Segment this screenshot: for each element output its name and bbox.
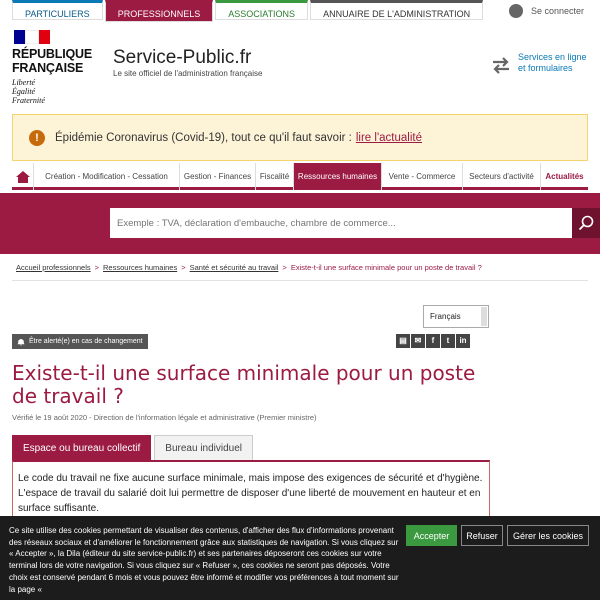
divider bbox=[12, 280, 588, 281]
nav-item-5[interactable]: Secteurs d'activité bbox=[463, 163, 541, 190]
site-subtitle: Le site officiel de l'administration française bbox=[113, 69, 263, 78]
home-icon bbox=[16, 171, 30, 183]
facebook-icon[interactable]: f bbox=[426, 334, 440, 348]
twitter-icon[interactable]: t bbox=[441, 334, 455, 348]
tab-associations[interactable]: ASSOCIATIONS bbox=[215, 0, 308, 20]
warning-icon: ! bbox=[29, 130, 45, 146]
crumb-sante[interactable]: Santé et sécurité au travail bbox=[189, 263, 279, 272]
bell-icon bbox=[17, 338, 25, 346]
alert-me-button[interactable] bbox=[12, 334, 148, 349]
services-line1: Services en ligne bbox=[518, 52, 587, 62]
cookie-text: Ce site utilise des cookies permettant de visualiser des contenus, d'afficher des flux d'informations provenant des réseaux sociaux et d'améliorer le fonctionnement grâce aux statistiques de navigation. Si vous cliquez sur « Accepter », la Dila (éditeur du site service-public.fr) et ses partenaires déposeront ces cookies sur votre terminal lors de votre navigation. Si vous cliquez sur « Refuser », ces cookies ne seront pas déposés. Votre choix est conservé pendant 6 mois et vous pouvez être informé et modifier vos préférences à tout moment sur la page « bbox=[9, 526, 399, 594]
share-toolbar bbox=[395, 334, 470, 348]
verified-date: Vérifié le 19 août 2020 - Direction de l'information légale et administrative (Premier ministre) bbox=[12, 413, 317, 422]
alert-link[interactable]: lire l'actualité bbox=[355, 131, 422, 144]
nav-item-0[interactable]: Création - Modification - Cessation bbox=[34, 163, 180, 190]
nav-item-2[interactable]: Fiscalité bbox=[256, 163, 294, 190]
linkedin-icon[interactable]: in bbox=[456, 334, 470, 348]
print-icon[interactable]: ▤ bbox=[396, 334, 410, 348]
crumb-separator: > bbox=[282, 263, 287, 272]
main-nav bbox=[12, 163, 588, 190]
crumb-current: Existe-t-il une surface minimale pour un poste de travail ? bbox=[290, 263, 482, 272]
search-band bbox=[0, 193, 600, 254]
crumb-accueil[interactable]: Accueil professionnels bbox=[16, 263, 91, 272]
tab-espace-collectif[interactable]: Espace ou bureau collectif bbox=[12, 435, 151, 461]
services-line2: et formulaires bbox=[518, 63, 573, 73]
breadcrumb bbox=[16, 263, 482, 272]
content-tabs bbox=[12, 435, 253, 461]
email-icon[interactable]: ✉ bbox=[411, 334, 425, 348]
nav-item-1[interactable]: Gestion - Finances bbox=[180, 163, 256, 190]
nav-item-3[interactable]: Ressources humaines bbox=[294, 163, 382, 190]
marianne-logo[interactable] bbox=[12, 30, 102, 105]
crumb-rh[interactable]: Ressources humaines bbox=[103, 263, 178, 272]
language-select[interactable] bbox=[423, 305, 489, 328]
connect-link[interactable] bbox=[509, 4, 584, 18]
tab-content bbox=[12, 460, 490, 520]
nav-item-6[interactable]: Actualités bbox=[545, 172, 584, 181]
search-input[interactable] bbox=[110, 208, 572, 238]
crumb-separator: > bbox=[94, 263, 100, 272]
refuse-cookies-button[interactable]: Refuser bbox=[461, 525, 503, 546]
tab-particuliers[interactable]: PARTICULIERS bbox=[12, 0, 103, 20]
user-icon bbox=[509, 4, 523, 18]
crumb-separator: > bbox=[181, 263, 186, 272]
devise: Liberté Égalité Fraternité bbox=[12, 78, 45, 105]
tab-bureau-individuel[interactable]: Bureau individuel bbox=[154, 435, 253, 461]
alert-me-label: Être alerté(e) en cas de changement bbox=[29, 338, 143, 345]
services-link[interactable] bbox=[490, 52, 587, 76]
republique-label: RÉPUBLIQUE FRANÇAISE bbox=[12, 47, 92, 75]
site-title[interactable]: Service-Public.fr bbox=[113, 47, 252, 68]
alert-text: Épidémie Coronavirus (Covid-19), tout ce qu'il faut savoir : bbox=[55, 131, 352, 144]
swap-arrows-icon bbox=[490, 54, 512, 76]
content-text: Le code du travail ne fixe aucune surface minimale, mais impose des exigences de sécurité et d'hygiène. L'espace de travail du salarié doit lui permettre de disposer d'une liberté de mouvement en hauteur et en surface suffisante. bbox=[18, 473, 483, 514]
accept-cookies-button[interactable]: Accepter bbox=[406, 525, 457, 546]
nav-item-4[interactable]: Vente - Commerce bbox=[382, 163, 463, 190]
tab-professionnels[interactable]: PROFESSIONNELS bbox=[105, 0, 214, 22]
dropdown-arrow-icon bbox=[481, 307, 487, 326]
flag-icon bbox=[14, 30, 50, 44]
audience-tabs bbox=[12, 0, 485, 22]
language-value: Français bbox=[430, 312, 461, 321]
nav-home[interactable] bbox=[12, 163, 34, 190]
page-title: Existe-t-il une surface minimale pour un poste de travail ? bbox=[12, 361, 476, 408]
manage-cookies-button[interactable]: Gérer les cookies bbox=[507, 525, 589, 546]
cookie-banner bbox=[0, 516, 600, 600]
tab-annuaire[interactable]: ANNUAIRE DE L'ADMINISTRATION bbox=[310, 0, 483, 20]
search-icon bbox=[578, 215, 594, 231]
connect-label: Se connecter bbox=[530, 6, 584, 16]
search-button[interactable] bbox=[572, 208, 600, 238]
covid-alert bbox=[12, 114, 588, 161]
